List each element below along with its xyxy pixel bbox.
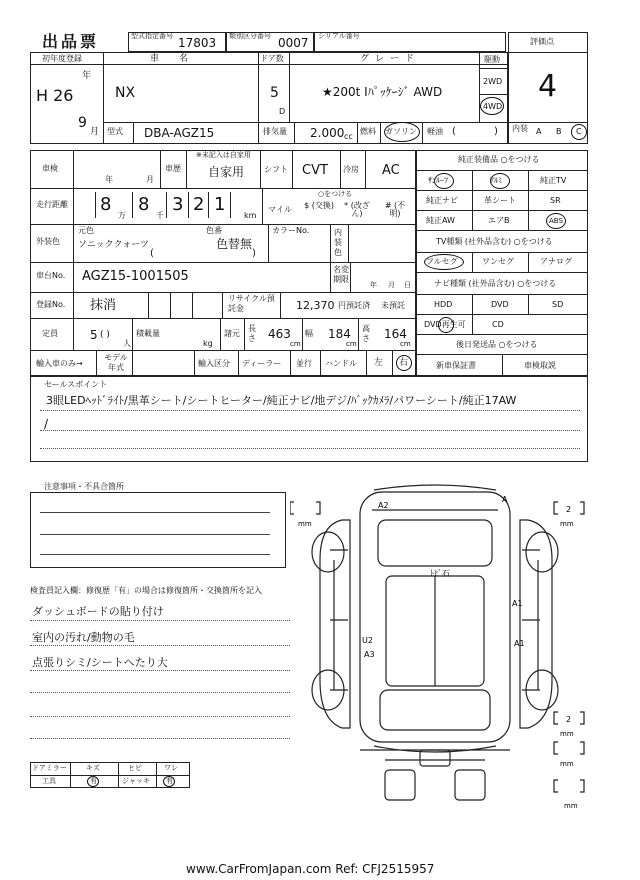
color-paren-close: ) — [252, 248, 256, 259]
drive-label: 駆動 — [484, 55, 500, 64]
nav-dvd-play: DVD再生可 — [424, 320, 466, 329]
serial-label: シリアル番号 — [318, 32, 360, 40]
grade-value: ★200t Iﾊﾟｯｹｰｼﾞ AWD — [322, 85, 443, 99]
steering-label: ハンドル — [325, 359, 357, 368]
equip-abs-circle — [546, 213, 566, 229]
legend-tools-circle — [87, 776, 99, 787]
tv-fullseg-circle — [424, 254, 464, 270]
color-paren: ( — [150, 248, 154, 259]
sales-line2: / — [44, 417, 49, 431]
import-label: 輸入車のみ→ — [36, 359, 83, 368]
damage-a1-lower: A1 — [514, 639, 525, 648]
model-year-label: モデル年式 — [104, 353, 128, 372]
type-no-value: 17803 — [178, 36, 217, 50]
capacity-label: 定員 — [42, 329, 58, 338]
mileage-unit-km: km — [244, 211, 257, 220]
legend-tools-yes: 有 — [90, 777, 97, 785]
ac-value: AC — [382, 163, 400, 178]
nav-dvd: DVD — [491, 300, 509, 309]
damage-u2: U2 — [362, 636, 373, 645]
first-reg-year: H 26 — [36, 86, 74, 105]
equip-alloy: ｱﾙﾐ — [490, 176, 502, 185]
name-change-day: 日 — [404, 281, 411, 289]
sales-label: セールスポイント — [44, 380, 108, 389]
mileage-mode-tamper: * (改ざん) — [344, 201, 370, 218]
equip-sunroof-circle — [434, 173, 454, 189]
interior-color-label: 内装色 — [334, 228, 342, 257]
name-change-label: 名変期限 — [333, 265, 349, 284]
interior-label: 内装 — [512, 124, 528, 133]
legend-break: ワレ — [164, 764, 178, 772]
import-parallel: 並行 — [296, 359, 312, 368]
height-value: 164 — [384, 327, 407, 341]
name-change-month: 月 — [388, 281, 395, 289]
equip-abs: ABS — [549, 217, 563, 225]
width-unit: cm — [346, 340, 357, 348]
bracket-num-1: 2 — [566, 505, 572, 514]
legend-mirror: ドアミラー — [32, 764, 67, 772]
sales-text: 3眼LEDﾍｯﾄﾞﾗｲﾄ/黒革シート/シートヒーター/純正ナビ/地デジ/ﾊﾞｯｸｶﾒﾗ/パワーシート/純正17AW — [46, 394, 517, 407]
legend-tools: 工具 — [42, 777, 56, 785]
inspector-label: 検査員記入欄：修復歴「有」の場合は修復箇所・交換箇所を記入 — [30, 586, 262, 595]
light-oil-label: 軽油 — [427, 127, 443, 136]
displacement-label: 排気量 — [263, 127, 287, 136]
interior-b: B — [556, 127, 562, 136]
displacement-value: 2.000 — [310, 126, 345, 140]
damage-a1-upper: A1 — [512, 599, 523, 608]
tv-analog: アナログ — [540, 257, 572, 266]
inspection-year-unit: 年 — [105, 175, 113, 184]
interior-a: A — [536, 127, 542, 136]
nav-cd: CD — [492, 320, 504, 329]
legend-jack: ジャッキ — [122, 777, 150, 785]
height-label: 高さ — [362, 324, 370, 343]
car-body-diagram — [290, 480, 590, 810]
ac-label: 冷房 — [343, 165, 359, 174]
load-label: 積載量 — [136, 329, 160, 338]
registration-value: 抹消 — [90, 298, 117, 313]
note-line-3: 点張りシミ/シートへたり大 — [32, 656, 168, 669]
capacity-value: 5 — [90, 328, 98, 342]
equip-aw: 純正AW — [426, 216, 455, 225]
mm-label-4: mm — [560, 760, 574, 768]
width-value: 184 — [328, 327, 351, 341]
nav-hdd: HDD — [434, 300, 453, 309]
length-value: 463 — [268, 327, 291, 341]
recycle-pending: 未預託 — [381, 301, 405, 310]
car-name-label: 車名 — [150, 54, 209, 64]
mm-label-3: mm — [560, 730, 574, 738]
recycle-label: リサイクル預託金 — [228, 294, 275, 313]
registration-label: 登録No. — [36, 300, 66, 309]
equip-tv: 純正TV — [540, 176, 567, 185]
mileage-digit-1: 8 — [100, 194, 112, 215]
note-line-2: 室内の汚れ/動物の毛 — [32, 631, 135, 644]
bracket-num-2: 2 — [566, 715, 572, 724]
first-reg-label: 初年度登録 — [42, 54, 82, 63]
mileage-digit-4: 2 — [193, 194, 205, 215]
recycle-value: 12,370 — [296, 299, 335, 312]
steering-right: 右 — [399, 358, 409, 368]
equip-airbag: エアB — [488, 216, 510, 225]
tv-fullseg: フルセグ — [426, 257, 458, 266]
docs-title: 後日発送品 ○をつける — [456, 340, 538, 349]
caution-label: 注意事項・不具合箇所 — [44, 482, 124, 491]
drive-2wd: 2WD — [483, 77, 503, 86]
legend-scratch: キズ — [86, 764, 100, 772]
import-dealer: ディーラー — [242, 359, 282, 368]
footer-ref: www.CarFromJapan.com Ref: CFJ2515957 — [186, 862, 435, 876]
recycle-note: 円預託済 — [338, 301, 370, 310]
mileage-mode-unknown: # (不明) — [384, 201, 406, 218]
shift-value: CVT — [302, 163, 328, 178]
capacity-unit: 人 — [123, 339, 131, 348]
load-unit: kg — [203, 339, 213, 348]
car-name: NX — [115, 85, 136, 101]
inspection-label: 車検 — [42, 164, 58, 173]
chassis-label: 車台No. — [36, 271, 66, 280]
capacity-paren: ( ) — [100, 330, 110, 340]
interior-c-circle — [571, 124, 587, 140]
mileage-unit-man: 万 — [118, 211, 126, 220]
damage-a: A — [502, 495, 508, 504]
equip-leather: 革シート — [484, 196, 516, 205]
mileage-mode-mile: マイル — [268, 205, 292, 214]
caution-box — [30, 492, 286, 568]
color-no-value: 色替無 — [216, 237, 253, 251]
color-code-label: 色番 — [206, 226, 222, 235]
legend-crack: ヒビ — [128, 764, 142, 772]
tv-oneseg: ワンセグ — [482, 257, 514, 266]
history-note: ※未記入は自家用 — [196, 151, 251, 159]
form-title: 出品票 — [42, 32, 100, 51]
score-value: 4 — [538, 69, 558, 104]
year-unit: 年 — [82, 71, 92, 81]
damage-a3: A3 — [364, 650, 375, 659]
height-unit: cm — [400, 340, 411, 348]
mileage-digit-5: 1 — [214, 194, 226, 215]
legend-jack-yes: 有 — [166, 777, 173, 785]
history-value: 自家用 — [208, 165, 245, 179]
length-label: 長さ — [248, 324, 256, 343]
doors-label: ドア数 — [260, 54, 284, 63]
displacement-unit: cc — [344, 132, 353, 141]
light-oil-paren: ( — [452, 126, 456, 137]
chassis-value: AGZ15-1001505 — [82, 269, 189, 284]
nav-sd: SD — [552, 300, 564, 309]
legend-jack-circle — [163, 776, 175, 787]
shift-label: シフト — [264, 165, 288, 174]
model-value: DBA-AGZ15 — [144, 126, 215, 140]
inspection-month-unit: 月 — [146, 175, 154, 184]
damage-a2: A2 — [378, 501, 389, 510]
exterior-color-value: ソニッククォーツ — [78, 240, 149, 250]
width-label: 幅 — [305, 329, 313, 338]
steering-right-circle — [396, 355, 412, 371]
note-line-1: ダッシュボードの貼り付け — [32, 605, 164, 618]
fuel-circle — [384, 122, 420, 142]
equipment-title: 純正装備品 ○をつける — [458, 155, 540, 164]
fuel-label: 燃料 — [360, 127, 376, 136]
mileage-digit-2: 8 — [138, 194, 150, 215]
mileage-mode-note: ○をつける — [318, 190, 353, 198]
month-unit: 月 — [90, 127, 100, 137]
category-no-value: 0007 — [278, 36, 309, 50]
dims-label: 諸元 — [224, 329, 240, 338]
mileage-label: 走行距離 — [36, 200, 68, 209]
equip-sunroof: ｻﾝﾙｰﾌ — [428, 176, 448, 185]
sales-block — [30, 376, 588, 462]
doors-suffix: D — [279, 107, 286, 116]
mm-label-2: mm — [560, 520, 574, 528]
history-label: 車歴 — [165, 164, 181, 173]
grade-label: グレード — [360, 54, 421, 64]
type-no-label: 型式指定番号 — [131, 32, 173, 40]
equip-navi: 純正ナビ — [426, 196, 458, 205]
doors-value: 5 — [270, 85, 279, 101]
steering-left: 左 — [374, 358, 384, 368]
tv-title: TV種類 (社外品含む) ○をつける — [436, 237, 553, 246]
mileage-mode-exchange: $ (交換) — [304, 201, 334, 210]
docs-manual: 車検取説 — [524, 361, 556, 370]
nav-dvd-play-circle — [438, 317, 454, 333]
first-reg-month: 9 — [78, 115, 87, 131]
mm-label-1: mm — [298, 520, 312, 528]
score-label: 評価点 — [530, 37, 554, 46]
equip-alloy-circle — [490, 173, 510, 189]
name-change-year: 年 — [370, 281, 377, 289]
fuel-value: ガソリン — [385, 127, 417, 136]
interior-c: C — [576, 127, 582, 136]
mm-label-5: mm — [564, 802, 578, 810]
drive-4wd: 4WD — [483, 102, 503, 111]
exterior-color-label: 外装色 — [36, 237, 60, 246]
import-class-label: 輸入区分 — [198, 359, 230, 368]
length-unit: cm — [290, 340, 301, 348]
nav-title: ナビ種類 (社外品含む) ○をつける — [434, 279, 557, 288]
damage-tobi: ﾄﾋﾞ石 — [430, 569, 450, 578]
color-no-title: カラーNo. — [272, 226, 310, 235]
model-label: 型式 — [107, 127, 123, 136]
docs-warranty: 新車保証書 — [436, 361, 476, 370]
mileage-digit-3: 3 — [172, 194, 184, 215]
drive-4wd-circle — [480, 97, 504, 115]
light-oil-paren-close: ) — [494, 126, 498, 137]
equip-sr: SR — [550, 196, 561, 205]
category-no-label: 類別区分番号 — [229, 32, 271, 40]
mileage-unit-sen: 千 — [156, 211, 164, 220]
original-color-label: 元色 — [78, 226, 94, 235]
